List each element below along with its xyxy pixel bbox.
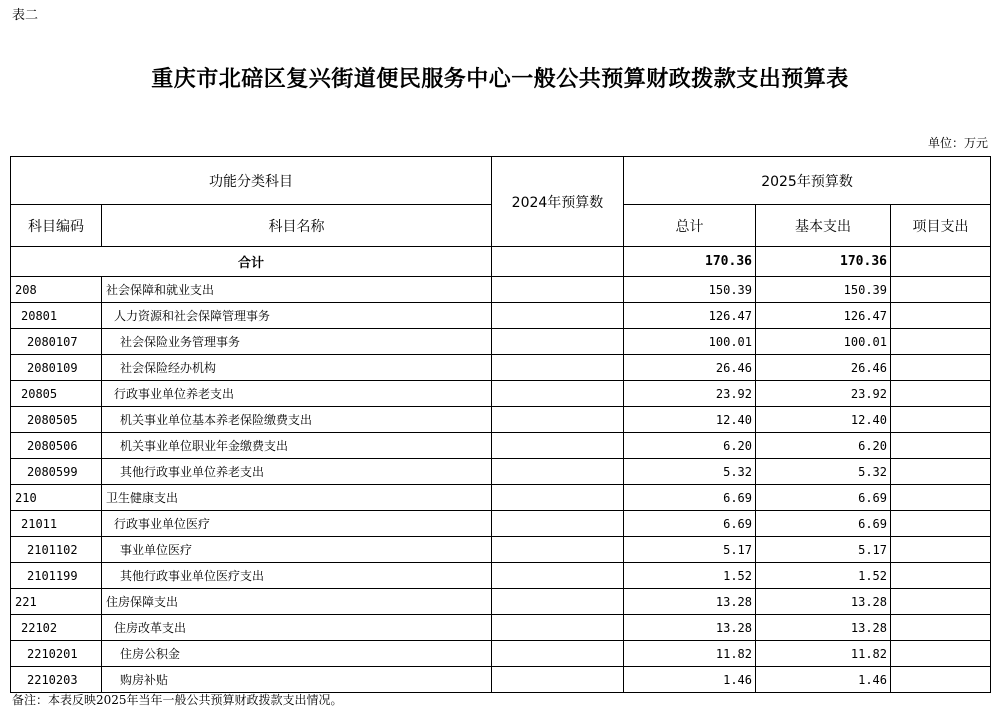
total-budget-2024 xyxy=(492,247,624,277)
header-project: 项目支出 xyxy=(891,205,991,247)
row-total: 12.40 xyxy=(624,407,756,433)
row-project xyxy=(891,667,991,693)
table-row xyxy=(11,277,991,303)
row-code: 22102 xyxy=(11,615,102,641)
row-total: 1.52 xyxy=(624,563,756,589)
header-basic: 基本支出 xyxy=(756,205,891,247)
row-total: 13.28 xyxy=(624,589,756,615)
row-basic: 6.20 xyxy=(756,433,891,459)
row-code: 2080505 xyxy=(11,407,102,433)
row-name: 卫生健康支出 xyxy=(102,485,492,511)
row-name: 机关事业单位职业年金缴费支出 xyxy=(102,433,492,459)
row-budget-2024 xyxy=(492,433,624,459)
row-project xyxy=(891,641,991,667)
table-label: 表二 xyxy=(12,8,39,23)
row-budget-2024 xyxy=(492,355,624,381)
table-row xyxy=(11,459,991,485)
row-project xyxy=(891,511,991,537)
table-row xyxy=(11,537,991,563)
row-name: 社会保险经办机构 xyxy=(102,355,492,381)
row-budget-2024 xyxy=(492,303,624,329)
row-name: 行政事业单位养老支出 xyxy=(102,381,492,407)
row-total: 26.46 xyxy=(624,355,756,381)
row-total: 126.47 xyxy=(624,303,756,329)
header-row-1 xyxy=(11,157,991,205)
row-code: 2080506 xyxy=(11,433,102,459)
row-basic: 13.28 xyxy=(756,589,891,615)
page-title: 重庆市北碚区复兴街道便民服务中心一般公共预算财政拨款支出预算表 xyxy=(151,66,849,92)
row-budget-2024 xyxy=(492,667,624,693)
table-row xyxy=(11,329,991,355)
header-name: 科目名称 xyxy=(102,205,492,247)
row-code: 20801 xyxy=(11,303,102,329)
header-budget-2024: 2024年预算数 xyxy=(492,157,624,247)
row-code: 2080599 xyxy=(11,459,102,485)
row-name: 购房补贴 xyxy=(102,667,492,693)
row-name: 住房公积金 xyxy=(102,641,492,667)
row-total: 13.28 xyxy=(624,615,756,641)
row-basic: 100.01 xyxy=(756,329,891,355)
row-basic: 126.47 xyxy=(756,303,891,329)
row-project xyxy=(891,537,991,563)
row-code: 2080107 xyxy=(11,329,102,355)
row-name: 其他行政事业单位养老支出 xyxy=(102,459,492,485)
unit-label: 单位：万元 xyxy=(927,136,988,150)
row-basic: 150.39 xyxy=(756,277,891,303)
total-total: 170.36 xyxy=(624,247,756,277)
row-project xyxy=(891,485,991,511)
table-row xyxy=(11,433,991,459)
total-project xyxy=(891,247,991,277)
row-code: 2210203 xyxy=(11,667,102,693)
row-name: 社会保障和就业支出 xyxy=(102,277,492,303)
row-total: 5.32 xyxy=(624,459,756,485)
row-name: 人力资源和社会保障管理事务 xyxy=(102,303,492,329)
row-budget-2024 xyxy=(492,459,624,485)
row-project xyxy=(891,459,991,485)
row-basic: 23.92 xyxy=(756,381,891,407)
row-code: 2101102 xyxy=(11,537,102,563)
total-row xyxy=(11,247,991,277)
table-row xyxy=(11,407,991,433)
row-basic: 13.28 xyxy=(756,615,891,641)
row-total: 100.01 xyxy=(624,329,756,355)
row-basic: 26.46 xyxy=(756,355,891,381)
budget-table xyxy=(10,156,991,693)
row-total: 23.92 xyxy=(624,381,756,407)
row-basic: 6.69 xyxy=(756,485,891,511)
row-basic: 5.17 xyxy=(756,537,891,563)
row-project xyxy=(891,407,991,433)
row-name: 事业单位医疗 xyxy=(102,537,492,563)
row-budget-2024 xyxy=(492,407,624,433)
row-project xyxy=(891,589,991,615)
total-basic: 170.36 xyxy=(756,247,891,277)
table-row xyxy=(11,563,991,589)
row-code: 2210201 xyxy=(11,641,102,667)
row-project xyxy=(891,381,991,407)
row-budget-2024 xyxy=(492,537,624,563)
row-code: 208 xyxy=(11,277,102,303)
row-total: 150.39 xyxy=(624,277,756,303)
row-budget-2024 xyxy=(492,485,624,511)
row-total: 11.82 xyxy=(624,641,756,667)
row-project xyxy=(891,433,991,459)
row-code: 221 xyxy=(11,589,102,615)
row-budget-2024 xyxy=(492,641,624,667)
row-basic: 11.82 xyxy=(756,641,891,667)
row-project xyxy=(891,615,991,641)
row-total: 6.20 xyxy=(624,433,756,459)
row-budget-2024 xyxy=(492,329,624,355)
table-row xyxy=(11,511,991,537)
table-row xyxy=(11,485,991,511)
row-budget-2024 xyxy=(492,589,624,615)
total-label: 合计 xyxy=(11,247,492,277)
row-budget-2024 xyxy=(492,615,624,641)
header-func-category: 功能分类科目 xyxy=(11,157,492,205)
row-project xyxy=(891,329,991,355)
row-total: 5.17 xyxy=(624,537,756,563)
table-row xyxy=(11,641,991,667)
row-budget-2024 xyxy=(492,511,624,537)
row-name: 社会保险业务管理事务 xyxy=(102,329,492,355)
table-row xyxy=(11,303,991,329)
header-total: 总计 xyxy=(624,205,756,247)
row-total: 1.46 xyxy=(624,667,756,693)
table-row xyxy=(11,589,991,615)
footnote: 备注：本表反映2025年当年一般公共预算财政拨款支出情况。 xyxy=(12,693,343,707)
row-basic: 5.32 xyxy=(756,459,891,485)
row-name: 住房改革支出 xyxy=(102,615,492,641)
row-basic: 6.69 xyxy=(756,511,891,537)
row-name: 行政事业单位医疗 xyxy=(102,511,492,537)
row-budget-2024 xyxy=(492,563,624,589)
table-row xyxy=(11,381,991,407)
row-code: 210 xyxy=(11,485,102,511)
row-basic: 1.52 xyxy=(756,563,891,589)
header-code: 科目编码 xyxy=(11,205,102,247)
row-total: 6.69 xyxy=(624,485,756,511)
row-name: 机关事业单位基本养老保险缴费支出 xyxy=(102,407,492,433)
row-code: 20805 xyxy=(11,381,102,407)
row-code: 21011 xyxy=(11,511,102,537)
row-project xyxy=(891,277,991,303)
row-total: 6.69 xyxy=(624,511,756,537)
row-project xyxy=(891,563,991,589)
table-row xyxy=(11,355,991,381)
table-row xyxy=(11,615,991,641)
row-name: 其他行政事业单位医疗支出 xyxy=(102,563,492,589)
row-basic: 12.40 xyxy=(756,407,891,433)
table-row xyxy=(11,667,991,693)
row-budget-2024 xyxy=(492,381,624,407)
header-budget-2025: 2025年预算数 xyxy=(624,157,991,205)
row-name: 住房保障支出 xyxy=(102,589,492,615)
row-budget-2024 xyxy=(492,277,624,303)
row-basic: 1.46 xyxy=(756,667,891,693)
row-code: 2101199 xyxy=(11,563,102,589)
row-project xyxy=(891,303,991,329)
row-code: 2080109 xyxy=(11,355,102,381)
row-project xyxy=(891,355,991,381)
